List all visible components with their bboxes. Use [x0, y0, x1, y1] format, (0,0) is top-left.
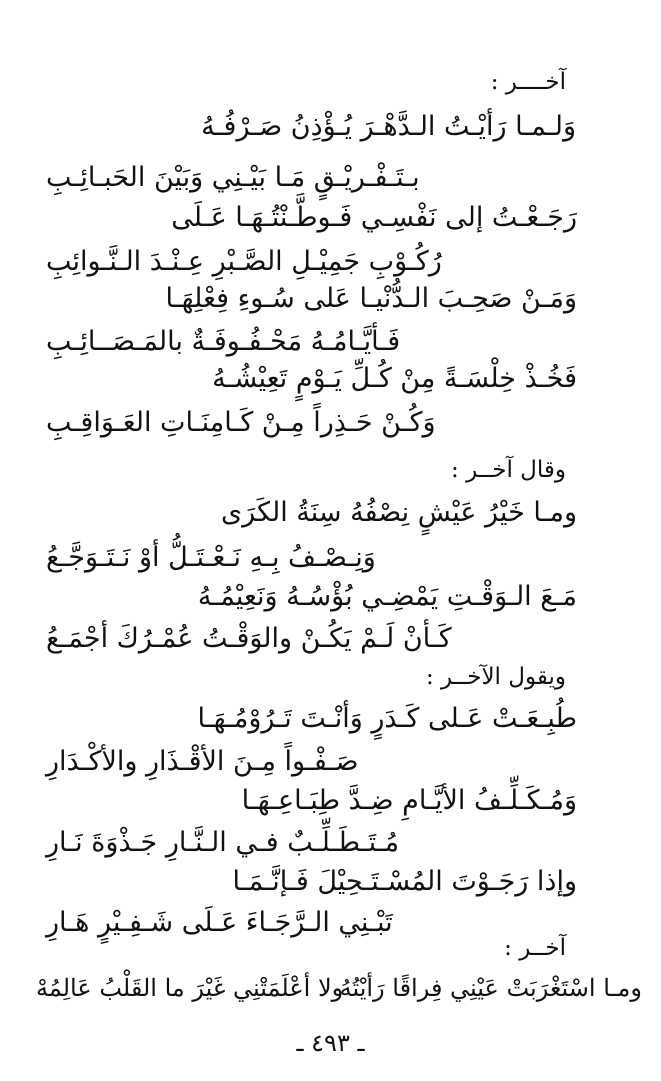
verse-couplet [36, 966, 642, 1010]
section-heading: وقال آخــر : [451, 457, 566, 483]
section-heading: آخــــر : [490, 69, 566, 95]
verse-line: رَجَـعْـتُ إلى نَفْسِـي فَـوطَّـنْتُـهَـا عَـلَى [171, 202, 577, 233]
verse-line: رُكُـوْبِ جَمِيْـلِ الصَّـبْرِ عِـنْـدَ الـنَّـوائِبِ [46, 246, 442, 277]
section-heading: آخــر : [504, 935, 566, 961]
section-heading: ويقول الآخــر : [426, 664, 566, 690]
verse-line: وَكُـنْ حَـذِراً مِـنْ كَـامِنَـاتِ العَـوَاقِـبِ [46, 407, 436, 438]
page-number: ـ ٤٩٣ ـ [296, 1029, 365, 1057]
verse-line: كَـأنْ لَـمْ يَكُـنْ والوَقْـتُ عُمْـرُكَ أجْمَـعُ [46, 623, 452, 654]
verse-line: تَبْـنِي الـرَّجَـاءَ عَـلَى شَـفِـيْرٍ هَـارِ [46, 907, 393, 938]
verse-line: فَـأيَّـامُـهُ مَحْـفُـوفَـةٌ بالمَـصَــائِـبِ [46, 326, 401, 357]
first-hemistich: ومـا اسْتَغْرَبَتْ عَيْنِي فِراقًا رَأيْتُهُ [339, 974, 642, 1002]
verse-line: مَـعَ الـوَقْـتِ يَمْضِـي بُؤْسُـهُ وَنَعِيْمُـهُ [197, 581, 577, 612]
verse-line: وَلـمـا رَأيْـتُ الـدَّهْـرَ يُـؤْذِنُ صَـرْفُـهُ [201, 111, 576, 142]
verse-line: وَمُـكَـلِّـفُ الأيَّـامِ ضِـدَّ طِبَـاعِـهَـا [241, 785, 577, 816]
verse-line: صَـفْـواً مِـنَ الأقْـذَارِ والأكْـدَارِ [46, 746, 359, 777]
second-hemistich: ولا أعْلَمَتْنِي غَيْرَ ما القَلْبُ عَالِمُهْ [36, 974, 344, 1002]
verse-line: بـتَـفْـريْـقٍ مَـا بَيْـنِي وَبَيْنَ الحَبـائِـبِ [46, 162, 420, 193]
verse-line: مُـتَـطَـلِّـبٌ فـي الـنَّـارِ جَـذْوَةَ نَـارِ [46, 827, 400, 858]
verse-line: وإذا رَجَـوْتَ المُسْـتَـحِيْلَ فَـإنَّـمَـا [232, 866, 577, 897]
verse-line: فَخُـذْ خِلْسَـةً مِنْ كُـلِّ يَـوْمٍ تَعِيْشُـهُ [212, 363, 577, 394]
verse-line: وَنِـصْـفُ بِـهِ نَـعْـتَـلُّ أوْ نَـتَـوَجَّـعُ [46, 542, 376, 573]
verse-line: طُبِـعَـتْ عَـلى كَـدَرٍ وَأنْـتَ تَـرُوْمُـهَـا [197, 703, 577, 734]
verse-line: ومـا خَيْرُ عَيْشٍ نِصْفُهُ سِنَةُ الكَرَى [221, 497, 577, 528]
verse-line: وَمَـنْ صَحِـبَ الـدُّنْيـا عَلى سُـوءِ فِعْلِهَـا [165, 283, 577, 314]
